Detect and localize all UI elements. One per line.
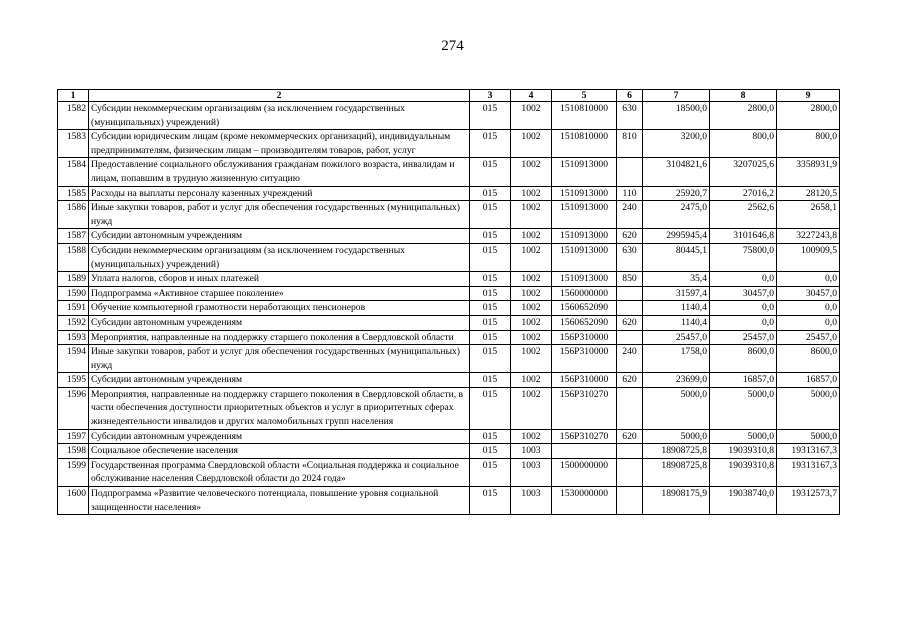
page-number: 274: [441, 38, 464, 54]
table-row: [58, 102, 840, 130]
row-section-code: 1002: [511, 186, 552, 201]
row-amount-year3: 8600,0: [777, 345, 840, 373]
column-header: 9: [777, 90, 840, 102]
row-amount-year3: 16857,0: [777, 373, 840, 388]
row-amount-year1: 25457,0: [643, 330, 710, 345]
row-expense-type: 630: [617, 102, 643, 130]
row-target-article: 156P310000: [552, 345, 617, 373]
row-number: 1591: [58, 301, 89, 316]
row-amount-year1: 1140,4: [643, 301, 710, 316]
row-target-article: 1510913000: [552, 229, 617, 244]
row-amount-year2: 16857,0: [710, 373, 777, 388]
row-section-code: 1002: [511, 315, 552, 330]
table-row: [58, 130, 840, 158]
row-expense-type: [617, 387, 643, 429]
row-number: 1599: [58, 458, 89, 486]
row-description: Субсидии автономным учреждениям: [89, 373, 470, 388]
row-amount-year3: 30457,0: [777, 286, 840, 301]
budget-table: [57, 89, 840, 515]
row-ministry-code: 015: [470, 458, 511, 486]
row-amount-year3: 5000,0: [777, 387, 840, 429]
row-target-article: 156P310270: [552, 429, 617, 444]
table-row: [58, 186, 840, 201]
row-description: Иные закупки товаров, работ и услуг для обеспечения государственных (муниципальных) нужд: [89, 201, 470, 229]
row-ministry-code: 015: [470, 330, 511, 345]
table-row: [58, 272, 840, 287]
row-ministry-code: 015: [470, 229, 511, 244]
row-amount-year3: 0,0: [777, 315, 840, 330]
row-target-article: 156P310000: [552, 330, 617, 345]
row-amount-year3: 28120,5: [777, 186, 840, 201]
column-header: 3: [470, 90, 511, 102]
row-number: 1597: [58, 429, 89, 444]
row-ministry-code: 015: [470, 444, 511, 459]
row-ministry-code: 015: [470, 301, 511, 316]
row-description: Расходы на выплаты персоналу казенных учреждений: [89, 186, 470, 201]
row-description: Уплата налогов, сборов и иных платежей: [89, 272, 470, 287]
row-target-article: 1560652090: [552, 301, 617, 316]
row-description: Субсидии автономным учреждениям: [89, 229, 470, 244]
table-row: [58, 315, 840, 330]
row-expense-type: 620: [617, 315, 643, 330]
row-section-code: 1002: [511, 272, 552, 287]
row-amount-year2: 8600,0: [710, 345, 777, 373]
row-amount-year2: 19039310,8: [710, 458, 777, 486]
row-description: Субсидии некоммерческим организациям (за исключением государственных (муниципальных) учреждений): [89, 243, 470, 271]
row-expense-type: 630: [617, 243, 643, 271]
row-amount-year1: 3104821,6: [643, 158, 710, 186]
row-section-code: 1002: [511, 158, 552, 186]
table-body: [58, 102, 840, 515]
row-amount-year1: 5000,0: [643, 387, 710, 429]
table-row: [58, 373, 840, 388]
row-expense-type: 850: [617, 272, 643, 287]
row-section-code: 1002: [511, 130, 552, 158]
row-section-code: 1002: [511, 330, 552, 345]
row-ministry-code: 015: [470, 130, 511, 158]
row-amount-year1: 23699,0: [643, 373, 710, 388]
row-amount-year2: 30457,0: [710, 286, 777, 301]
table-row: [58, 229, 840, 244]
table-row: [58, 387, 840, 429]
row-ministry-code: 015: [470, 186, 511, 201]
row-ministry-code: 015: [470, 345, 511, 373]
table-row: [58, 286, 840, 301]
row-ministry-code: 015: [470, 315, 511, 330]
row-section-code: 1003: [511, 444, 552, 459]
row-amount-year3: 0,0: [777, 272, 840, 287]
row-target-article: 1510913000: [552, 243, 617, 271]
row-description: Субсидии автономным учреждениям: [89, 429, 470, 444]
row-description: Предоставление социального обслуживания гражданам пожилого возраста, инвалидам и лицам, попавшим в трудную жизненную ситуацию: [89, 158, 470, 186]
row-amount-year2: 5000,0: [710, 387, 777, 429]
row-amount-year1: 31597,4: [643, 286, 710, 301]
row-expense-type: [617, 330, 643, 345]
row-amount-year3: 19313167,3: [777, 444, 840, 459]
row-amount-year2: 2800,0: [710, 102, 777, 130]
row-section-code: 1002: [511, 373, 552, 388]
row-number: 1582: [58, 102, 89, 130]
row-ministry-code: 015: [470, 429, 511, 444]
row-amount-year1: 1140,4: [643, 315, 710, 330]
row-amount-year3: 2658,1: [777, 201, 840, 229]
row-amount-year2: 75800,0: [710, 243, 777, 271]
table-row: [58, 458, 840, 486]
row-section-code: 1003: [511, 487, 552, 515]
row-target-article: 1500000000: [552, 458, 617, 486]
row-amount-year3: 0,0: [777, 301, 840, 316]
table-row: [58, 158, 840, 186]
row-target-article: 1510913000: [552, 158, 617, 186]
row-amount-year2: 27016,2: [710, 186, 777, 201]
row-number: 1584: [58, 158, 89, 186]
table-row: [58, 301, 840, 316]
row-number: 1598: [58, 444, 89, 459]
row-number: 1587: [58, 229, 89, 244]
row-description: Социальное обеспечение населения: [89, 444, 470, 459]
column-header: 7: [643, 90, 710, 102]
row-amount-year3: 5000,0: [777, 429, 840, 444]
row-amount-year1: 25920,7: [643, 186, 710, 201]
row-expense-type: 240: [617, 201, 643, 229]
row-amount-year3: 25457,0: [777, 330, 840, 345]
row-description: Подпрограмма «Развитие человеческого потенциала, повышение уровня социальной защищенности населения»: [89, 487, 470, 515]
row-amount-year2: 0,0: [710, 301, 777, 316]
row-amount-year3: 3358931,9: [777, 158, 840, 186]
row-expense-type: [617, 458, 643, 486]
row-amount-year3: 19313167,3: [777, 458, 840, 486]
row-description: Мероприятия, направленные на поддержку старшего поколения в Свердловской области, в части обеспечения доступности приоритетных объектов и услуг в приоритетных сферах жизнедеятельности инвалидов и других маломобильных групп населения: [89, 387, 470, 429]
row-amount-year2: 0,0: [710, 272, 777, 287]
row-amount-year2: 3207025,6: [710, 158, 777, 186]
row-amount-year2: 800,0: [710, 130, 777, 158]
row-section-code: 1002: [511, 229, 552, 244]
row-section-code: 1002: [511, 387, 552, 429]
table-row: [58, 243, 840, 271]
row-expense-type: [617, 158, 643, 186]
row-number: 1592: [58, 315, 89, 330]
row-amount-year1: 80445,1: [643, 243, 710, 271]
row-target-article: 1510810000: [552, 102, 617, 130]
row-section-code: 1002: [511, 102, 552, 130]
row-section-code: 1002: [511, 243, 552, 271]
row-amount-year3: 100909,5: [777, 243, 840, 271]
row-section-code: 1002: [511, 201, 552, 229]
row-amount-year1: 18908175,9: [643, 487, 710, 515]
row-ministry-code: 015: [470, 387, 511, 429]
row-target-article: 1510913000: [552, 272, 617, 287]
row-expense-type: [617, 487, 643, 515]
row-target-article: 1510810000: [552, 130, 617, 158]
row-number: 1588: [58, 243, 89, 271]
row-expense-type: 620: [617, 429, 643, 444]
row-expense-type: 810: [617, 130, 643, 158]
row-expense-type: [617, 286, 643, 301]
row-amount-year1: 18500,0: [643, 102, 710, 130]
row-description: Иные закупки товаров, работ и услуг для обеспечения государственных (муниципальных) нужд: [89, 345, 470, 373]
row-amount-year3: 3227243,8: [777, 229, 840, 244]
column-header: 4: [511, 90, 552, 102]
row-number: 1585: [58, 186, 89, 201]
row-ministry-code: 015: [470, 102, 511, 130]
row-amount-year1: 35,4: [643, 272, 710, 287]
row-ministry-code: 015: [470, 373, 511, 388]
table-row: [58, 487, 840, 515]
column-header: 6: [617, 90, 643, 102]
row-section-code: 1002: [511, 345, 552, 373]
row-description: Обучение компьютерной грамотности неработающих пенсионеров: [89, 301, 470, 316]
row-target-article: 1510913000: [552, 201, 617, 229]
row-ministry-code: 015: [470, 158, 511, 186]
row-number: 1583: [58, 130, 89, 158]
row-description: Субсидии автономным учреждениям: [89, 315, 470, 330]
column-header: 1: [58, 90, 89, 102]
row-number: 1589: [58, 272, 89, 287]
row-number: 1593: [58, 330, 89, 345]
row-amount-year1: 2475,0: [643, 201, 710, 229]
row-expense-type: 620: [617, 373, 643, 388]
row-target-article: 1530000000: [552, 487, 617, 515]
row-amount-year1: 3200,0: [643, 130, 710, 158]
table-row: [58, 345, 840, 373]
row-target-article: 1560652090: [552, 315, 617, 330]
table-row: [58, 444, 840, 459]
row-amount-year2: 5000,0: [710, 429, 777, 444]
row-ministry-code: 015: [470, 272, 511, 287]
row-expense-type: 110: [617, 186, 643, 201]
table-row: [58, 429, 840, 444]
row-amount-year1: 5000,0: [643, 429, 710, 444]
row-expense-type: [617, 444, 643, 459]
column-header: 5: [552, 90, 617, 102]
row-amount-year2: 19039310,8: [710, 444, 777, 459]
table-row: [58, 201, 840, 229]
row-target-article: 1560000000: [552, 286, 617, 301]
row-ministry-code: 015: [470, 487, 511, 515]
row-amount-year1: 1758,0: [643, 345, 710, 373]
row-amount-year3: 2800,0: [777, 102, 840, 130]
row-number: 1586: [58, 201, 89, 229]
row-description: Подпрограмма «Активное старшее поколение»: [89, 286, 470, 301]
table-row: [58, 330, 840, 345]
row-number: 1595: [58, 373, 89, 388]
row-target-article: 1510913000: [552, 186, 617, 201]
row-amount-year1: 2995945,4: [643, 229, 710, 244]
row-description: Государственная программа Свердловской области «Социальная поддержка и социальное обслуживание населения Свердловской области до 2024 года»: [89, 458, 470, 486]
row-amount-year2: 0,0: [710, 315, 777, 330]
row-number: 1596: [58, 387, 89, 429]
row-amount-year3: 800,0: [777, 130, 840, 158]
row-expense-type: [617, 301, 643, 316]
row-section-code: 1002: [511, 286, 552, 301]
row-description: Субсидии юридическим лицам (кроме некоммерческих организаций), индивидуальным предпринимателям, физическим лицам – производителям товаров, работ, услуг: [89, 130, 470, 158]
row-number: 1594: [58, 345, 89, 373]
table-header-row: [58, 90, 840, 102]
row-target-article: 156P310270: [552, 387, 617, 429]
row-amount-year2: 2562,6: [710, 201, 777, 229]
row-amount-year2: 19038740,0: [710, 487, 777, 515]
row-amount-year3: 19312573,7: [777, 487, 840, 515]
row-description: Мероприятия, направленные на поддержку старшего поколения в Свердловской области: [89, 330, 470, 345]
row-amount-year2: 25457,0: [710, 330, 777, 345]
row-section-code: 1002: [511, 429, 552, 444]
row-amount-year1: 18908725,8: [643, 458, 710, 486]
row-ministry-code: 015: [470, 286, 511, 301]
column-header: 8: [710, 90, 777, 102]
row-description: Субсидии некоммерческим организациям (за исключением государственных (муниципальных) учреждений): [89, 102, 470, 130]
row-amount-year1: 18908725,8: [643, 444, 710, 459]
row-number: 1600: [58, 487, 89, 515]
row-target-article: [552, 444, 617, 459]
row-number: 1590: [58, 286, 89, 301]
row-section-code: 1002: [511, 301, 552, 316]
row-amount-year2: 3101646,8: [710, 229, 777, 244]
row-ministry-code: 015: [470, 243, 511, 271]
row-expense-type: 620: [617, 229, 643, 244]
row-ministry-code: 015: [470, 201, 511, 229]
row-target-article: 156P310000: [552, 373, 617, 388]
row-expense-type: 240: [617, 345, 643, 373]
row-section-code: 1003: [511, 458, 552, 486]
column-header: 2: [89, 90, 470, 102]
